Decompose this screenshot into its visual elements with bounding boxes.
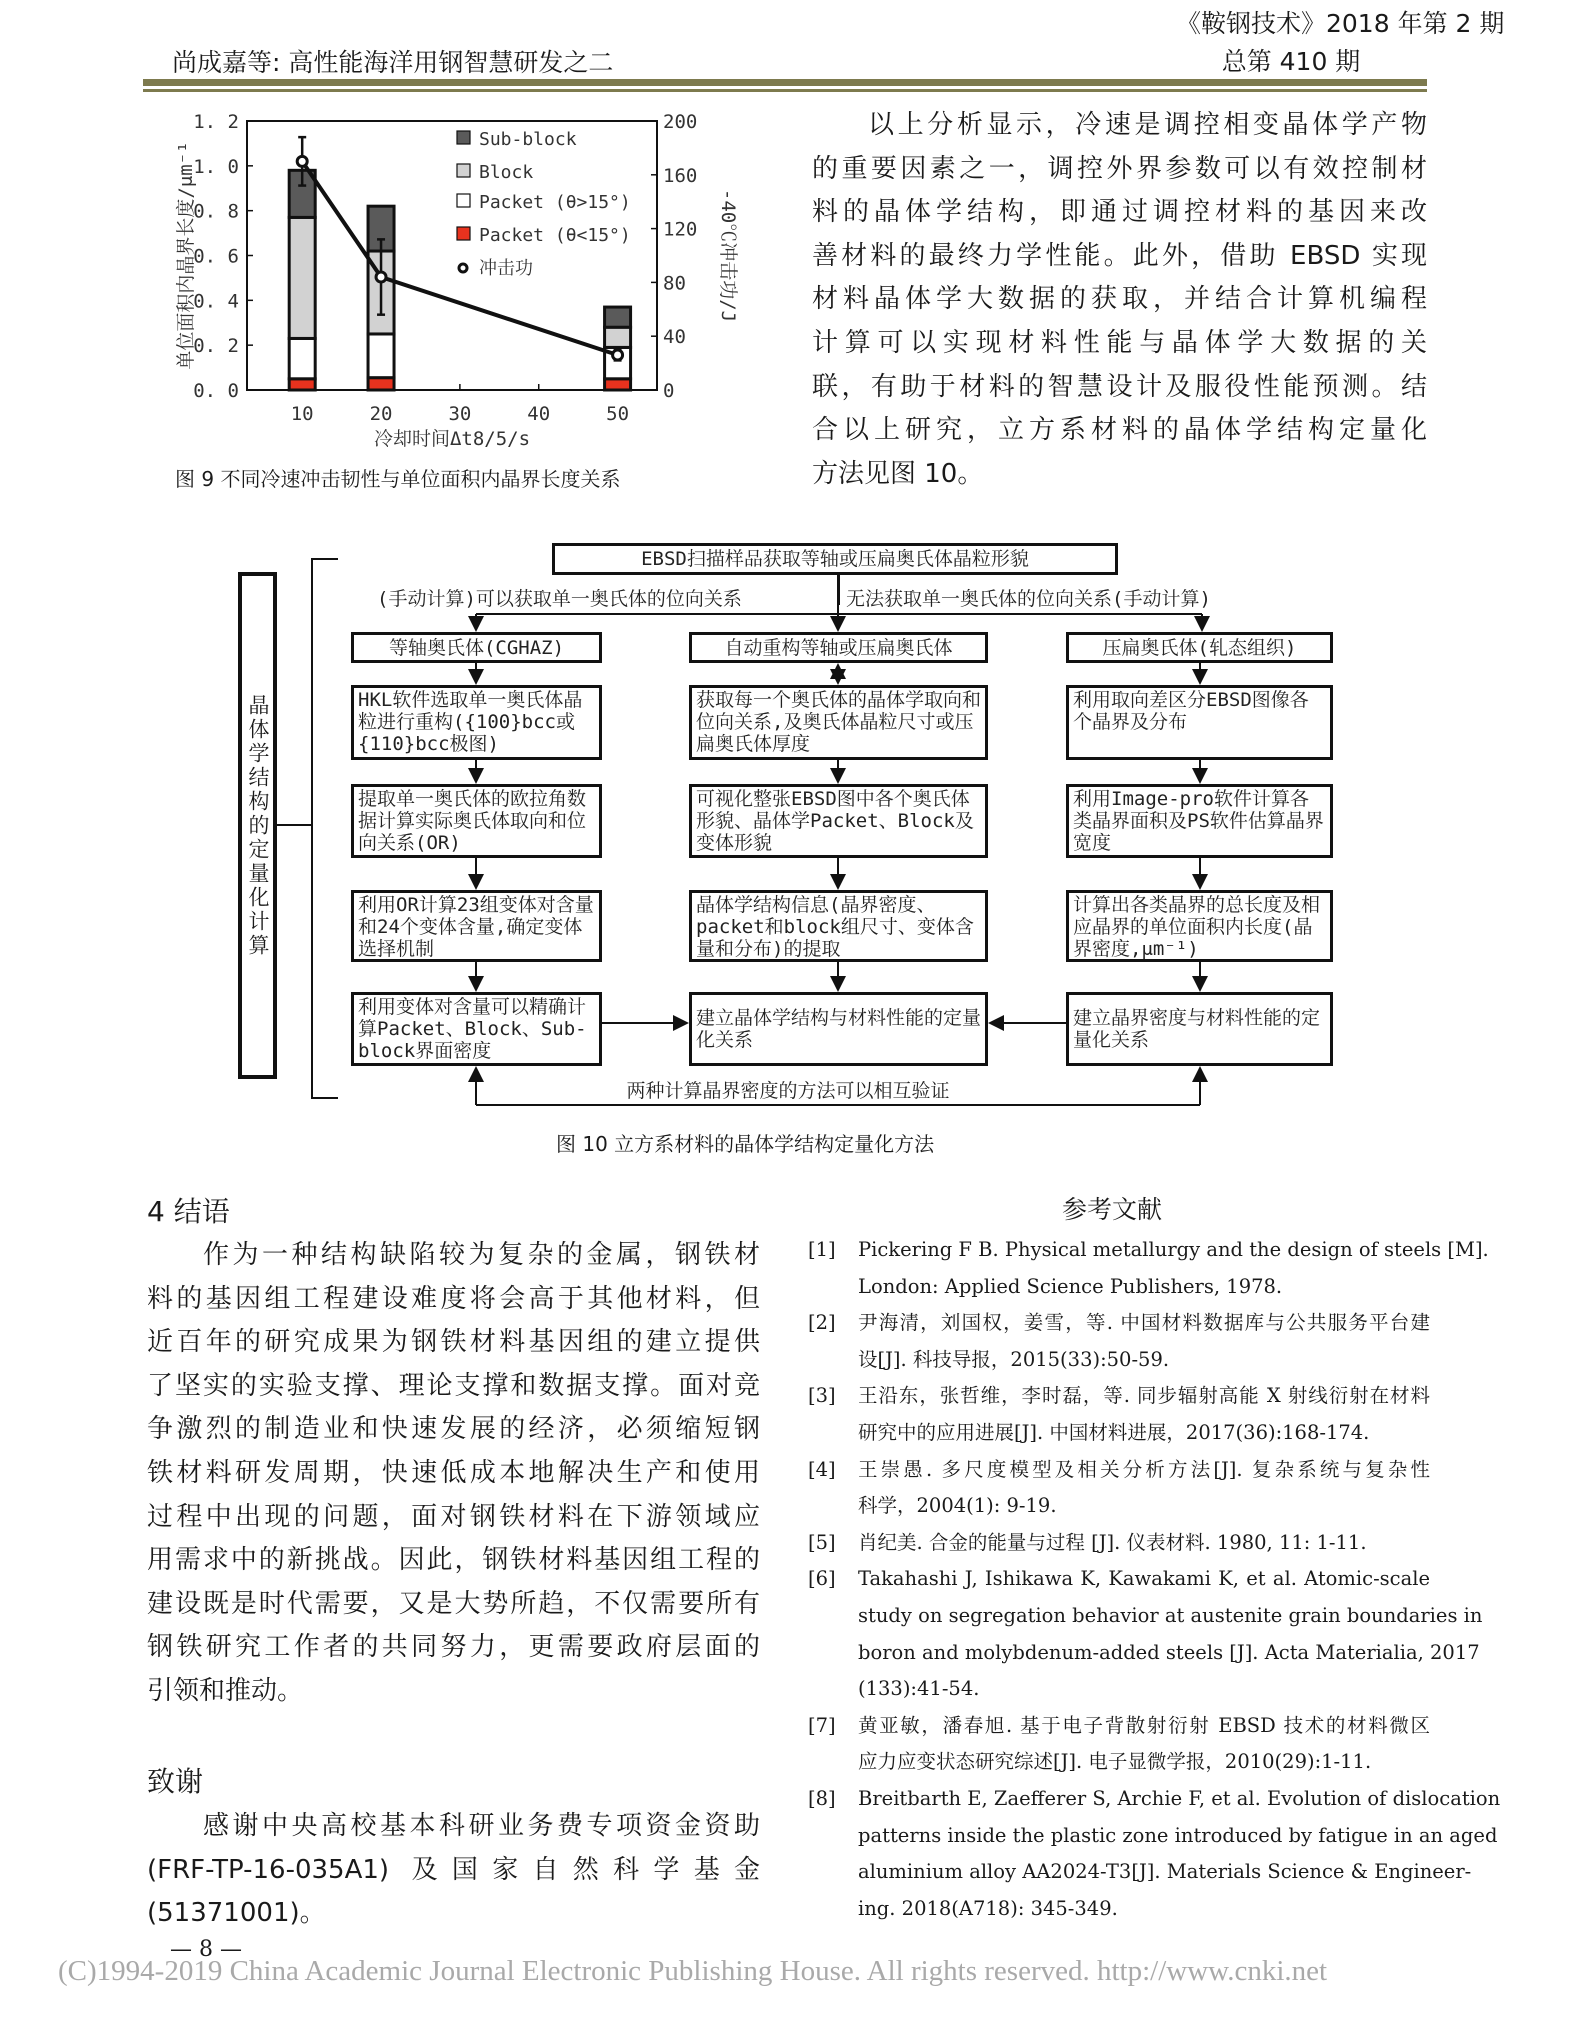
paragraph-line: 的重要因素之一，调控外界参数可以有效控制材 — [812, 153, 1427, 184]
paragraph-line: 铁材料研发周期，快速低成本地解决生产和使用 — [147, 1457, 760, 1488]
reference-line: aluminium alloy AA2024-T3[J]. Materials Science & Engineer- — [858, 1860, 1472, 1884]
acknowledgement-heading: 致谢 — [147, 1765, 204, 1798]
x-axis-label: 冷却时间Δt8/5/s — [373, 428, 531, 450]
bracket-line — [312, 559, 338, 1098]
y-tick-label: 0. 2 — [193, 335, 239, 358]
reference-number: [8] — [808, 1786, 836, 1810]
flow-box-col1-step-2: HKL软件选取单一奥氏体晶粒进行重构({100}bcc或{110}bcc极图) — [351, 685, 602, 760]
flow-box-col1-step-4: 利用OR计算23组变体对含量和24个变体含量,确定变体选择机制 — [351, 890, 602, 962]
reference-line: 王沿东，张哲维，李时磊，等. 同步辐射高能 X 射线衍射在材料 — [858, 1384, 1430, 1408]
flow-box-col2-step-5: 建立晶体学结构与材料性能的定量化关系 — [689, 992, 988, 1066]
watermark: (C)1994-2019 China Academic Journal Electronic Publishing House. All rights reserved. http://www.cnki.net — [58, 1955, 1328, 1987]
running-title: 尚成嘉等: 高性能海洋用钢智慧研发之二 — [172, 48, 614, 77]
paragraph-line: (51371001)。 — [147, 1898, 326, 1929]
legend-label: 冲击功 — [479, 258, 533, 279]
bottom-note — [0, 1076, 1576, 1103]
branch-left-label: (手动计算)可以获取单一奥氏体的位向关系 — [377, 588, 742, 610]
reference-number: [6] — [808, 1567, 836, 1591]
x-tick-label: 50 — [606, 403, 630, 425]
flow-box-col2-step-4: 晶体学结构信息(晶界密度、packet和block组尺寸、变体含量和分布)的提取 — [689, 890, 988, 962]
paragraph-line: 争激烈的制造业和快速发展的经济，必须缩短钢 — [147, 1414, 760, 1445]
paragraph-line: 料的基因组工程建设难度将会高于其他材料，但 — [147, 1283, 760, 1314]
paragraph-line: 过程中出现的问题，面对钢铁材料在下游领域应 — [147, 1501, 760, 1532]
flow-box-col1-step-1: 等轴奥氏体(CGHAZ) — [351, 632, 602, 663]
paragraph-line: 了坚实的实验支撑、理论支撑和数据支撑。面对竞 — [147, 1370, 760, 1401]
y-tick-label: 0. 4 — [193, 290, 239, 313]
flow-top-box: EBSD扫描样品获取等轴或压扁奥氏体晶粒形貌 — [552, 543, 1118, 575]
paragraph-line: 引领和推动。 — [147, 1675, 304, 1706]
flow-box-col3-step-4: 计算出各类晶界的总长度及相应晶界的单位面积内长度(晶界密度,μm⁻¹) — [1066, 890, 1333, 962]
paragraph-line: 钢铁研究工作者的共同努力，更需要政府层面的 — [147, 1632, 760, 1663]
reference-line: patterns inside the plastic zone introduced by fatigue in an aged — [858, 1823, 1498, 1847]
reference-line: Takahashi J, Ishikawa K, Kawakami K, et al. Atomic-scale — [858, 1567, 1430, 1591]
figure-9-caption: 图 9 不同冷速冲击韧性与单位面积内晶界长度关系 — [175, 467, 621, 491]
reference-line: Pickering F B. Physical metallurgy and the design of steels [M]. — [858, 1238, 1489, 1261]
legend-label: Packet (θ>15°) — [479, 192, 631, 213]
y2-tick-label: 40 — [663, 326, 686, 349]
y2-tick-label: 0 — [663, 380, 675, 402]
reference-line: 研究中的应用进展[J]. 中国材料进展，2017(36):168-174. — [858, 1420, 1370, 1444]
flow-box-col1-step-3: 提取单一奥氏体的欧拉角数据计算实际奥氏体取向和位向关系(OR) — [351, 784, 602, 858]
journal-issue: 《鞍钢技术》2018 年第 2 期 — [1176, 9, 1505, 38]
paragraph-line: 材料晶体学大数据的获取，并结合计算机编程 — [812, 284, 1427, 315]
flow-box-col1-step-5: 利用变体对含量可以精确计算Packet、Block、Sub-block界面密度 — [351, 992, 602, 1066]
y-tick-label: 1. 0 — [193, 155, 239, 178]
legend-label: Block — [479, 162, 534, 183]
reference-line: Breitbarth E, Zaefferer S, Archie F, et al. Evolution of dislocation — [858, 1786, 1501, 1810]
paragraph-line: 近百年的研究成果为钢铁材料基因组的建立提供 — [147, 1327, 760, 1358]
reference-line: ing. 2018(A718): 345-349. — [858, 1896, 1118, 1920]
y-tick-label: 0. 0 — [193, 380, 239, 402]
side-label-box: 晶体学结构的定量化计算 — [238, 572, 277, 1079]
y-tick-label: 1. 2 — [193, 111, 239, 133]
y-tick-label: 0. 6 — [193, 245, 239, 268]
figure-10-caption: 图 10 立方系材料的晶体学结构定量化方法 — [556, 1132, 935, 1156]
reference-line: London: Applied Science Publishers, 1978. — [858, 1274, 1283, 1298]
paragraph-line: 用需求中的新挑战。因此，钢铁材料基因组工程的 — [147, 1545, 760, 1576]
conclusion-paragraph — [147, 1234, 760, 1714]
x-tick-label: 40 — [527, 403, 551, 425]
y2-tick-label: 160 — [663, 164, 698, 187]
paragraph-line: 作为一种结构缺陷较为复杂的金属，钢铁材 — [203, 1240, 760, 1270]
bottom-note-text: 两种计算晶界密度的方法可以相互验证 — [620, 1080, 955, 1102]
y2-axis-label: -40℃冲击功/J — [717, 188, 739, 323]
reference-line: 设[J]. 科技导报，2015(33):50-59. — [858, 1347, 1170, 1371]
reference-number: [7] — [808, 1713, 836, 1737]
paragraph-line: 以上分析显示，冷速是调控相变晶体学产物 — [868, 110, 1427, 140]
flow-box-col3-step-1: 压扁奥氏体(轧态组织) — [1066, 632, 1333, 663]
section-4-heading: 4 结语 — [147, 1195, 230, 1228]
reference-line: study on segregation behavior at austenite grain boundaries in — [858, 1603, 1483, 1627]
reference-item — [808, 1452, 1430, 1525]
reference-line: (133):41-54. — [858, 1677, 980, 1701]
x-tick-label: 30 — [448, 403, 472, 425]
paragraph-line: 合以上研究，立方系材料的晶体学结构定量化 — [812, 415, 1427, 446]
reference-line: 尹海清，刘国权，姜雪，等. 中国材料数据库与公共服务平台建 — [858, 1311, 1430, 1335]
y2-tick-label: 80 — [663, 272, 686, 295]
y2-tick-label: 120 — [663, 218, 698, 241]
paragraph-line: 计算可以实现材料性能与晶体学大数据的关 — [812, 327, 1427, 358]
reference-item — [808, 1232, 1489, 1305]
legend-label: Packet (θ<15°) — [479, 225, 631, 246]
reference-item — [808, 1525, 1430, 1562]
reference-number: [2] — [808, 1311, 836, 1335]
branch-divider — [838, 575, 840, 605]
reference-item — [808, 1561, 1483, 1707]
total-issue: 总第 410 期 — [1221, 47, 1361, 76]
reference-number: [4] — [808, 1457, 836, 1481]
paragraph-line: 料的晶体学结构，即通过调控材料的基因来改 — [812, 197, 1427, 228]
flow-box-col2-step-3: 可视化整张EBSD图中各个奥氏体形貌、晶体学Packet、Block及变体形貌 — [689, 784, 988, 858]
paragraph-line: (FRF-TP-16-035A1) 及国家自然科学基金 — [147, 1854, 760, 1885]
paragraph-line: 方法见图 10。 — [812, 458, 984, 489]
y-tick-label: 0. 8 — [193, 200, 239, 223]
reference-line: 黄亚敏，潘春旭. 基于电子背散射衍射 EBSD 技术的材料微区 — [858, 1713, 1430, 1737]
reference-item — [808, 1708, 1430, 1781]
reference-item — [808, 1305, 1430, 1378]
x-tick-label: 10 — [290, 403, 314, 425]
reference-line: 肖纪美. 合金的能量与过程 [J]. 仪表材料. 1980, 11: 1-11. — [858, 1530, 1367, 1554]
reference-line: 科学，2004(1): 9-19. — [858, 1494, 1057, 1518]
y-axis-label: 单位面积内晶界长度/μm⁻¹ — [175, 141, 197, 370]
flow-box-col3-step-5: 建立晶界密度与材料性能的定量化关系 — [1066, 992, 1333, 1066]
branch-right-label: 无法获取单一奥氏体的位向关系(手动计算) — [846, 588, 1211, 610]
reference-number: [1] — [808, 1238, 836, 1261]
reference-item — [808, 1781, 1501, 1927]
paragraph-line: 建设既是时代需要，又是大势所趋，不仅需要所有 — [147, 1588, 760, 1619]
flow-box-col3-step-2: 利用取向差区分EBSD图像各个晶界及分布 — [1066, 685, 1333, 760]
legend-label: Sub-block — [479, 129, 577, 150]
paragraph-line: 联，有助于材料的智慧设计及服役性能预测。结 — [812, 371, 1427, 402]
x-tick-label: 20 — [369, 403, 393, 425]
reference-line: 王崇愚. 多尺度模型及相关分析方法[J]. 复杂系统与复杂性 — [858, 1457, 1430, 1481]
flow-box-col3-step-3: 利用Image-pro软件计算各类晶界面积及PS软件估算晶界宽度 — [1066, 784, 1333, 858]
references-list — [808, 1232, 1501, 1927]
reference-item — [808, 1378, 1430, 1451]
acknowledgement-paragraph — [147, 1805, 760, 1936]
reference-line: 应力应变状态研究综述[J]. 电子显微学报，2010(29):1-11. — [858, 1750, 1372, 1774]
paragraph-line: 感谢中央高校基本科研业务费专项资金资助 — [203, 1811, 760, 1841]
flow-box-col2-step-1: 自动重构等轴或压扁奥氏体 — [689, 632, 988, 663]
y2-tick-label: 200 — [663, 111, 698, 133]
page-number: — 8 — — [170, 1937, 242, 1962]
reference-line: boron and molybdenum-added steels [J]. Acta Materialia, 2017 — [858, 1640, 1480, 1664]
paragraph-line: 善材料的最终力学性能。此外，借助 EBSD 实现 — [812, 240, 1427, 271]
flow-box-col2-step-2: 获取每一个奥氏体的晶体学取向和位向关系,及奥氏体晶粒尺寸或压扁奥氏体厚度 — [689, 685, 988, 760]
reference-number: [3] — [808, 1384, 836, 1408]
reference-number: [5] — [808, 1530, 836, 1554]
references-heading: 参考文献 — [1062, 1195, 1163, 1224]
